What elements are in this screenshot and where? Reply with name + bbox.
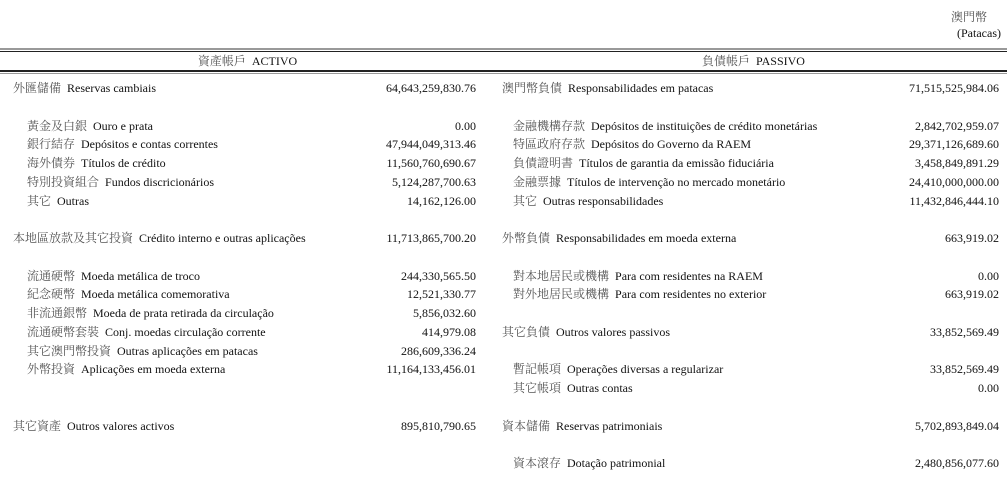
sub-item-row — [27, 323, 476, 341]
amount: 5,702,893,849.04 — [915, 418, 999, 433]
amount: 286,609,336.24 — [401, 343, 476, 358]
amount: 414,979.08 — [422, 324, 476, 339]
label-pt: Ouro e prata — [93, 118, 153, 133]
label-zh: 其它負債 — [502, 324, 551, 339]
label-zh: 銀行結存 — [27, 137, 76, 152]
label-pt: Responsabilidades em patacas — [568, 81, 714, 95]
label-pt: Moeda metálica de troco — [81, 268, 200, 283]
passivo-header — [500, 52, 1007, 70]
amount: 895,810,790.65 — [401, 418, 476, 433]
label-pt: Moeda metálica comemorativa — [81, 287, 230, 302]
account-row — [13, 79, 476, 97]
account-row — [502, 229, 999, 247]
label-zh: 其它澳門幣投資 — [27, 343, 112, 358]
label-zh: 黃金及白銀 — [27, 118, 88, 133]
account-row — [502, 323, 999, 341]
label-pt: Para com residentes no exterior — [615, 287, 767, 302]
label-pt: Operações diversas a regularizar — [567, 362, 724, 377]
label-zh: 金融機構存款 — [513, 118, 586, 133]
label-zh: 資本滾存 — [513, 456, 562, 470]
amount: 12,521,330.77 — [407, 287, 476, 302]
header-pt: PASSIVO — [756, 54, 805, 68]
label-zh: 外幣負債 — [502, 231, 551, 245]
label-zh: 金融票據 — [513, 174, 562, 189]
label-zh: 資本儲備 — [502, 418, 551, 433]
label-pt: Conj. moedas circulação corrente — [105, 324, 266, 339]
label-zh: 外匯儲備 — [13, 81, 62, 95]
amount: 2,842,702,959.07 — [915, 118, 999, 133]
amount: 71,515,525,984.06 — [909, 81, 999, 95]
currency-unit-zh: 澳門幣 — [950, 10, 987, 24]
label-pt: Fundos discricionários — [105, 174, 215, 189]
currency-unit-pt: (Patacas) — [957, 26, 1001, 40]
header-zh: 負債帳戶 — [702, 54, 751, 68]
label-pt: Outras aplicações em patacas — [117, 343, 258, 358]
amount: 0.00 — [455, 118, 476, 133]
label-pt: Outras contas — [567, 381, 633, 395]
sub-item-row — [27, 342, 476, 360]
label-zh: 其它資產 — [13, 418, 62, 433]
sub-item-row — [27, 285, 476, 303]
header-pt: ACTIVO — [251, 54, 298, 68]
label-zh: 紀念硬幣 — [27, 287, 76, 302]
label-zh: 負債證明書 — [513, 156, 574, 170]
label-pt: Outras responsabilidades — [543, 193, 664, 208]
amount: 5,856,032.60 — [413, 306, 476, 320]
divider — [0, 73, 1007, 74]
account-row — [13, 417, 476, 435]
label-zh: 對外地居民或機構 — [513, 287, 610, 302]
label-zh: 其它 — [513, 193, 538, 208]
label-pt: Títulos de intervenção no mercado monetário — [567, 174, 786, 189]
sub-item-row — [513, 454, 999, 472]
activo-header — [0, 52, 495, 70]
label-pt: Reservas patrimoniais — [556, 418, 663, 433]
sub-item-row — [513, 173, 999, 191]
label-pt: Para com residentes na RAEM — [615, 268, 763, 283]
label-pt: Depósitos do Governo da RAEM — [591, 137, 751, 152]
amount: 29,371,126,689.60 — [909, 137, 999, 152]
label-zh: 海外債券 — [27, 156, 76, 170]
label-zh: 非流通銀幣 — [27, 306, 88, 320]
label-pt: Dotação patrimonial — [567, 456, 666, 470]
amount: 663,919.02 — [945, 287, 999, 302]
amount: 5,124,287,700.63 — [392, 174, 476, 189]
label-pt: Outros valores passivos — [556, 324, 671, 339]
amount: 33,852,569.49 — [930, 362, 999, 377]
label-zh: 外幣投資 — [27, 362, 76, 377]
sub-item-row — [27, 154, 476, 172]
sub-item-row — [27, 267, 476, 285]
label-zh: 暫記帳項 — [513, 362, 562, 377]
amount: 47,944,049,313.46 — [386, 137, 476, 152]
amount: 11,560,760,690.67 — [386, 156, 476, 170]
label-pt: Reservas cambiais — [67, 81, 156, 95]
account-row — [502, 79, 999, 97]
account-row — [13, 229, 476, 247]
label-zh: 對本地居民或機構 — [513, 268, 610, 283]
amount: 24,410,000,000.00 — [909, 174, 999, 189]
label-zh: 特區政府存款 — [513, 137, 586, 152]
amount: 11,432,846,444.10 — [909, 193, 999, 208]
amount: 33,852,569.49 — [930, 324, 999, 339]
amount: 3,458,849,891.29 — [915, 156, 999, 170]
amount: 0.00 — [978, 268, 999, 283]
label-pt: Aplicações em moeda externa — [81, 362, 226, 377]
amount: 663,919.02 — [945, 231, 999, 245]
label-zh: 其它帳項 — [513, 381, 562, 395]
account-row — [502, 417, 999, 435]
amount: 11,713,865,700.20 — [386, 231, 476, 245]
sub-item-row — [513, 285, 999, 303]
divider — [0, 70, 1007, 72]
sub-item-row — [513, 360, 999, 378]
sub-item-row — [513, 117, 999, 135]
label-pt: Outros valores activos — [67, 418, 175, 433]
amount: 0.00 — [978, 381, 999, 395]
sub-item-row — [513, 379, 999, 397]
header-zh: 資產帳戶 — [197, 54, 246, 68]
label-zh: 流通硬幣套裝 — [27, 324, 100, 339]
label-pt: Títulos de crédito — [81, 156, 166, 170]
amount: 64,643,259,830.76 — [386, 81, 476, 95]
label-pt: Títulos de garantia da emissão fiduciária — [579, 156, 774, 170]
label-zh: 流通硬幣 — [27, 268, 76, 283]
sub-item-row — [513, 135, 999, 153]
sub-item-row — [513, 192, 999, 210]
sub-item-row — [27, 192, 476, 210]
label-pt: Moeda de prata retirada da circulação — [93, 306, 274, 320]
sub-item-row — [27, 135, 476, 153]
label-pt: Crédito interno e outras aplicações — [139, 231, 306, 245]
label-pt: Responsabilidades em moeda externa — [556, 231, 737, 245]
label-pt: Outras — [57, 193, 90, 208]
sub-item-row — [513, 267, 999, 285]
sub-item-row — [27, 360, 476, 378]
label-zh: 其它 — [27, 193, 52, 208]
label-zh: 特別投資組合 — [27, 174, 100, 189]
sub-item-row — [513, 154, 999, 172]
amount: 14,162,126.00 — [407, 193, 476, 208]
sub-item-row — [27, 304, 476, 322]
divider — [0, 48, 1007, 50]
label-pt: Depósitos de instituições de crédito monetárias — [591, 118, 818, 133]
sub-item-row — [27, 173, 476, 191]
label-zh: 澳門幣負債 — [502, 81, 563, 95]
amount: 244,330,565.50 — [401, 268, 476, 283]
amount: 11,164,133,456.01 — [386, 362, 476, 377]
label-zh: 本地區放款及其它投資 — [13, 231, 134, 245]
amount: 2,480,856,077.60 — [915, 456, 999, 470]
label-pt: Depósitos e contas correntes — [81, 137, 218, 152]
sub-item-row — [27, 117, 476, 135]
